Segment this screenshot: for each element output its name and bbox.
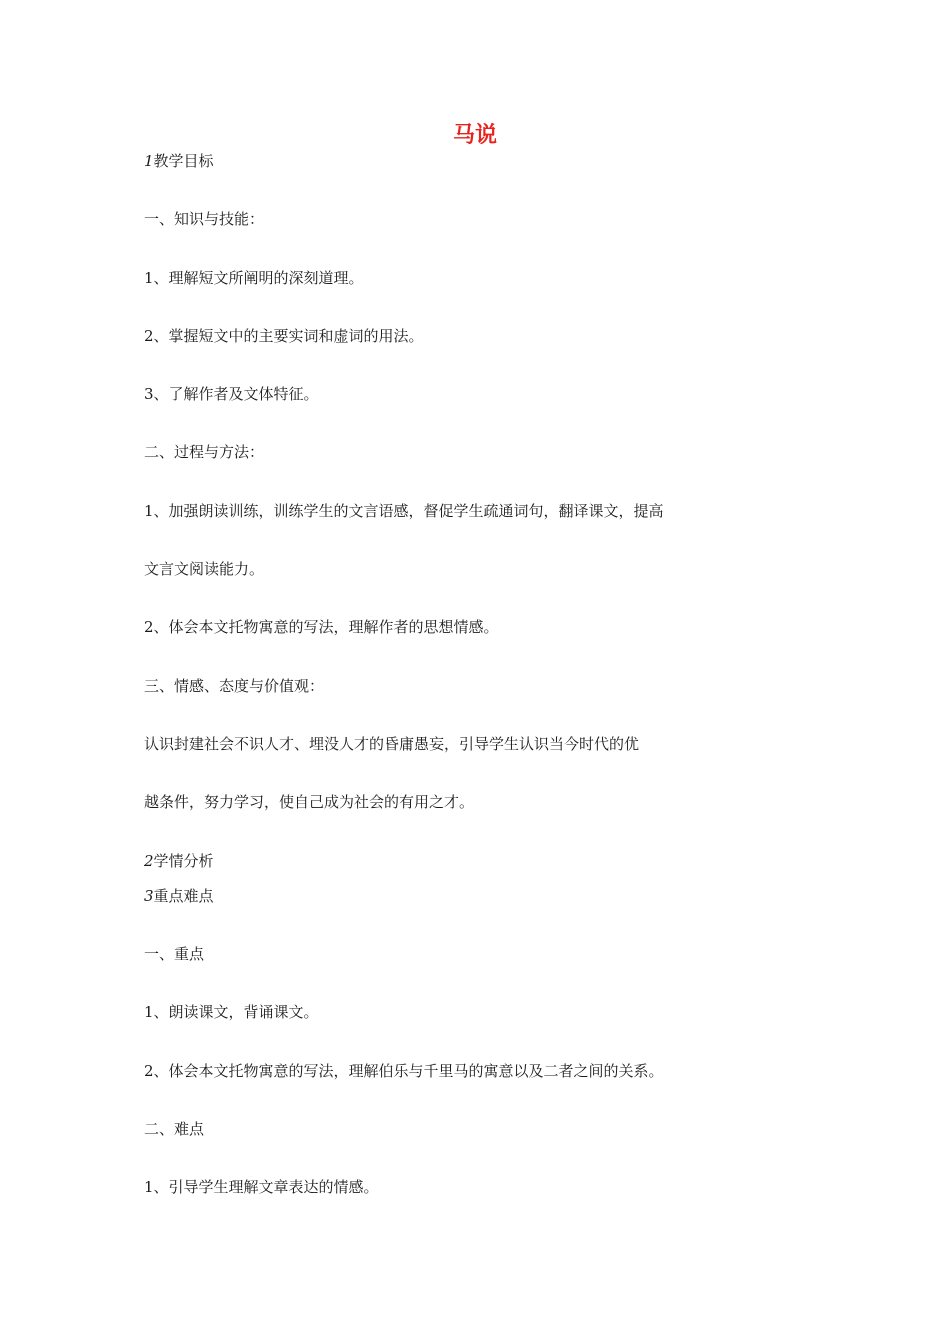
subheading-process-method: 二、过程与方法： (144, 443, 265, 461)
paragraph-line: 2、体会本文托物寓意的写法，理解作者的思想情感。 (144, 618, 499, 636)
paragraph-line: 1、理解短文所阐明的深刻道理。 (144, 269, 364, 287)
paragraph-line: 认识封建社会不识人才、埋没人才的昏庸愚妄，引导学生认识当今时代的优 (144, 735, 640, 753)
paragraph-line: 3、了解作者及文体特征。 (144, 385, 319, 403)
section-heading-text: 教学目标 (153, 152, 214, 170)
paragraph-line: 越条件，努力学习，使自己成为社会的有用之才。 (144, 793, 475, 811)
paragraph-line: 1、朗读课文，背诵课文。 (144, 1003, 319, 1021)
section-heading-key-points (144, 886, 214, 906)
section-heading-text: 学情分析 (153, 852, 214, 870)
paragraph-line: 2、体会本文托物寓意的写法，理解伯乐与千里马的寓意以及二者之间的关系。 (144, 1062, 664, 1080)
section-number: 2 (144, 852, 154, 870)
subheading-difficulty: 二、难点 (144, 1120, 205, 1138)
section-heading-student-analysis (144, 851, 214, 871)
subheading-emotion-values: 三、情感、态度与价值观： (144, 677, 325, 695)
subheading-key-point: 一、重点 (144, 945, 205, 963)
paragraph-line: 1、加强朗读训练，训练学生的文言语感，督促学生疏通词句，翻译课文，提高 (144, 502, 664, 520)
document-title: 马说 (452, 123, 497, 148)
paragraph-line: 2、掌握短文中的主要实词和虚词的用法。 (144, 327, 424, 345)
section-number: 3 (144, 887, 154, 905)
section-heading-teaching-goals (144, 151, 214, 171)
subheading-knowledge-skills: 一、知识与技能： (144, 210, 265, 228)
paragraph-line: 文言文阅读能力。 (144, 560, 265, 578)
section-heading-text: 重点难点 (153, 887, 214, 905)
section-number: 1 (144, 152, 154, 170)
paragraph-line: 1、引导学生理解文章表达的情感。 (144, 1178, 379, 1196)
